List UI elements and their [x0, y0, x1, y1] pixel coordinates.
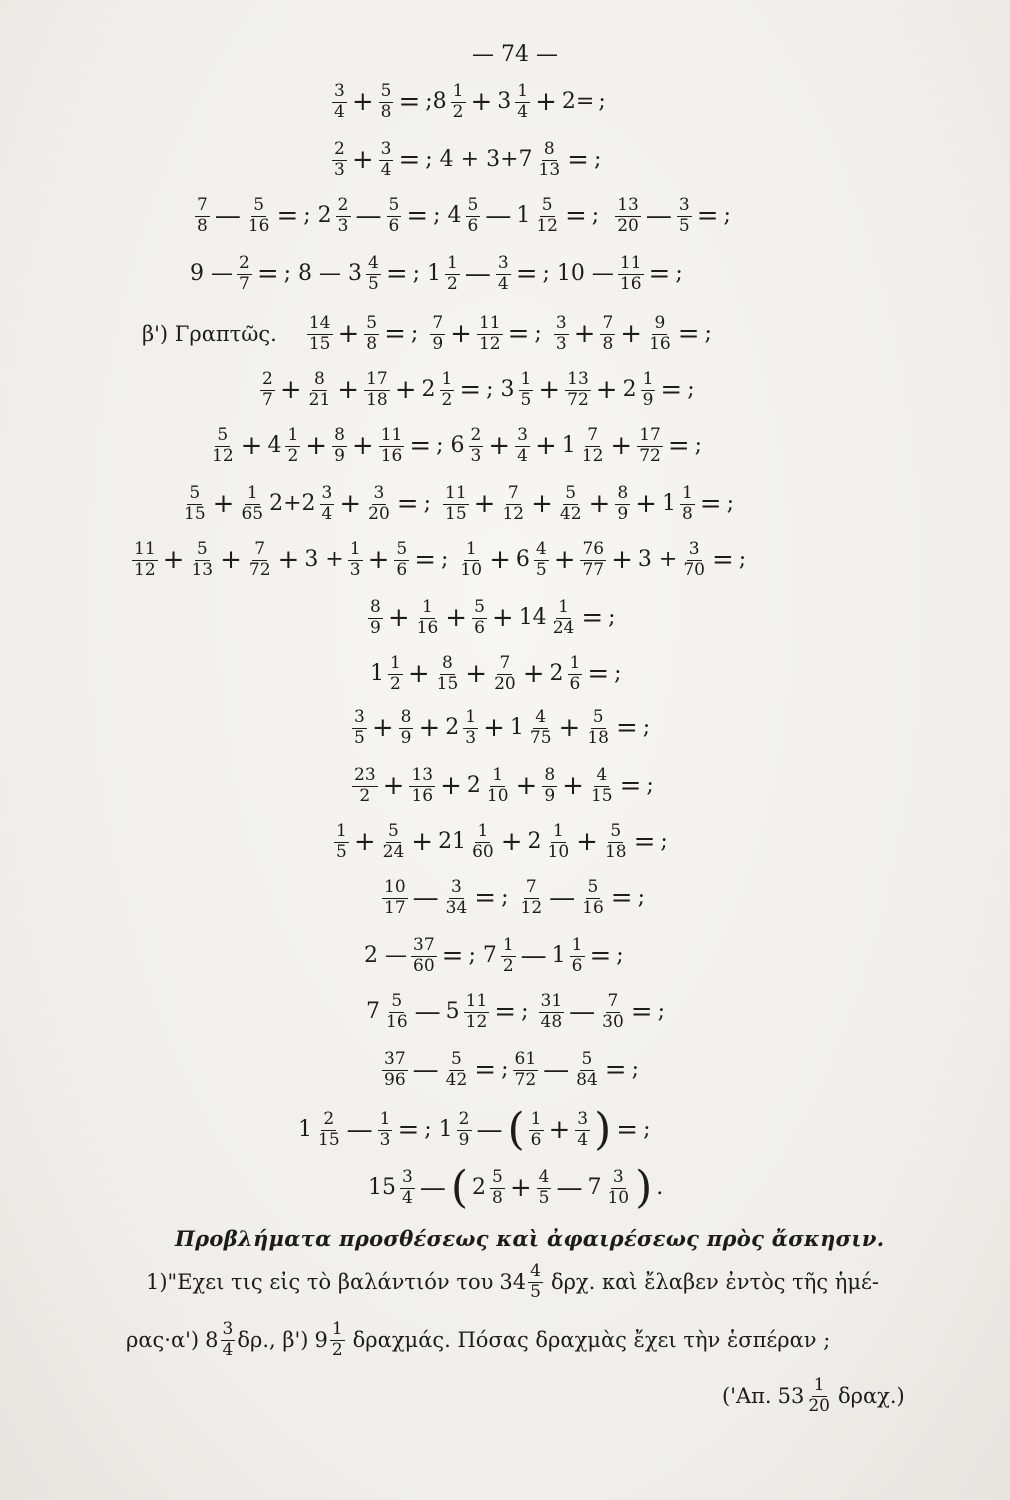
mixed-number: 53 $\frac{1}{20}$ [777, 1375, 830, 1416]
exercise-line: 2 — $\frac{37}{60}$ = ; 7 $\frac{1}{2}$ — 1 $\frac{1}{6}$ = ; [364, 935, 624, 976]
answer-line [722, 1376, 905, 1416]
problem-line-1 [146, 1262, 879, 1302]
exercise-line: $\frac{37}{96}$ — $\frac{5}{42}$ = ; $\frac{61}{72}$ — $\frac{5}{84}$ = ; [384, 1049, 639, 1090]
exercise-line: $\frac{8}{9}$ + $\frac{1}{16}$ + $\frac{5}{6}$ + 14 $\frac{1}{24}$ = ; [370, 597, 616, 638]
exercise-line: $\frac{3}{5}$ + $\frac{8}{9}$ + 2 $\frac{1}{3}$ + 1 $\frac{4}{75}$ + $\frac{5}{18}$ = ; [354, 707, 651, 748]
exercise-line: $\frac{23}{2}$ + $\frac{13}{16}$ + 2 $\frac{1}{10}$ + $\frac{8}{9}$ + $\frac{4}{15}$ = ; [354, 765, 654, 806]
answer-text: δραχ.) [837, 1384, 905, 1409]
exercise-line: 15 $\frac{3}{4}$ — ( 2 $\frac{5}{8}$ + $\frac{4}{5}$ — 7 $\frac{3}{10}$ ) . [368, 1162, 664, 1213]
mixed-number: 34 $\frac{4}{5}$ [499, 1261, 541, 1302]
exercise-line: $\frac{2}{3}$ + $\frac{3}{4}$ = ; 4 + 3+7 $\frac{8}{13}$ = ; [334, 139, 602, 180]
exercise-line: $\frac{11}{12}$ + $\frac{5}{13}$ + $\frac{7}{72}$ + 3 + $\frac{1}{3}$ + $\frac{5}{6}$ = ; $\frac{1}{10}$ + 6 $\frac{4}{5}$ + $\frac{76}{77}$ + 3 + $\frac{3}{70}$ = ; [134, 539, 747, 580]
exercise-line: $\frac{10}{17}$ — $\frac{3}{34}$ = ; $\frac{7}{12}$ — $\frac{5}{16}$ = ; [384, 877, 645, 918]
problem-text: δραχμάς. Πόσας δραχμὰς ἔχει τὴν ἑσπέραν ; [352, 1328, 831, 1353]
exercise-line: 9 — $\frac{2}{7}$ = ; 8 — 3 $\frac{4}{5}$ = ; 1 $\frac{1}{2}$ — $\frac{3}{4}$ = ; 10 — $\frac{11}{16}$ = ; [190, 253, 683, 294]
problem-text: δρχ. καὶ ἔλαβεν ἐντὸς τῆς ἡμέ- [550, 1270, 880, 1295]
exercise-line: $\frac{1}{5}$ + $\frac{5}{24}$ + 21 $\frac{1}{60}$ + 2 $\frac{1}{10}$ + $\frac{5}{18}$ = ; [336, 821, 668, 862]
exercise-line: $\frac{3}{4}$ + $\frac{5}{8}$ = ;8 $\frac{1}{2}$ + 3 $\frac{1}{4}$ + 2= ; [334, 81, 606, 122]
section-label: β') Γραπτῶς. [142, 321, 277, 346]
exercise-line: $\frac{7}{8}$ — $\frac{5}{16}$ = ; 2 $\frac{2}{3}$ — $\frac{5}{6}$ = ; 4 $\frac{5}{6}$ — 1 $\frac{5}{12}$ = ; $\frac{13}{20}$ — $\frac{3}{5}$ = ; [197, 195, 731, 236]
exercise-line: 1 $\frac{2}{15}$ — $\frac{1}{3}$ = ; 1 $\frac{2}{9}$ — ( $\frac{1}{6}$ + $\frac{3}{4}$ ) = ; [298, 1104, 651, 1155]
mixed-number: 9 $\frac{1}{2}$ [314, 1319, 343, 1360]
problem-text: δρ., β') [237, 1328, 309, 1353]
exercise-line: $\frac{5}{15}$ + $\frac{1}{65}$ 2+2 $\frac{3}{4}$ + $\frac{3}{20}$ = ; $\frac{11}{15}$ + $\frac{7}{12}$ + $\frac{5}{42}$ + $\frac{8}{9}$ + 1 $\frac{1}{8}$ = ; [184, 483, 734, 524]
problem-line-2 [126, 1320, 830, 1360]
exercise-line: 7 $\frac{5}{16}$ — 5 $\frac{11}{12}$ = ; $\frac{31}{48}$ — $\frac{7}{30}$ = ; [366, 991, 665, 1032]
exercise-line: 1 $\frac{1}{2}$ + $\frac{8}{15}$ + $\frac{7}{20}$ + 2 $\frac{1}{6}$ = ; [370, 653, 622, 694]
answer-text: ('Απ. [722, 1384, 772, 1409]
exercise-line: β') Γραπτῶς. $\frac{14}{15}$ + $\frac{5}{8}$ = ; $\frac{7}{9}$ + $\frac{11}{12}$ = ; $\frac{3}{3}$ + $\frac{7}{8}$ + $\frac{9}{16}$ = ; [142, 313, 712, 354]
mixed-number: 8 $\frac{3}{4}$ [205, 1319, 234, 1360]
problem-text: ρας·α') [126, 1328, 200, 1353]
exercise-line: $\frac{2}{7}$ + $\frac{8}{21}$ + $\frac{17}{18}$ + 2 $\frac{1}{2}$ = ; 3 $\frac{1}{5}$ + $\frac{13}{72}$ + 2 $\frac{1}{9}$ = ; [262, 369, 695, 410]
problem-text: 1)"Εχει τις εἰς τὸ βαλάντιόν του [146, 1270, 494, 1295]
section-heading: Προβλήματα προσθέσεως καὶ ἀφαιρέσεως πρὸς ἄσκησιν. [175, 1226, 885, 1251]
page-number: — 74 — [472, 42, 558, 67]
exercise-line: $\frac{5}{12}$ + 4 $\frac{1}{2}$ + $\frac{8}{9}$ + $\frac{11}{16}$ = ; 6 $\frac{2}{3}$ + $\frac{3}{4}$ + 1 $\frac{7}{12}$ + $\frac{17}{72}$ = ; [212, 425, 703, 466]
